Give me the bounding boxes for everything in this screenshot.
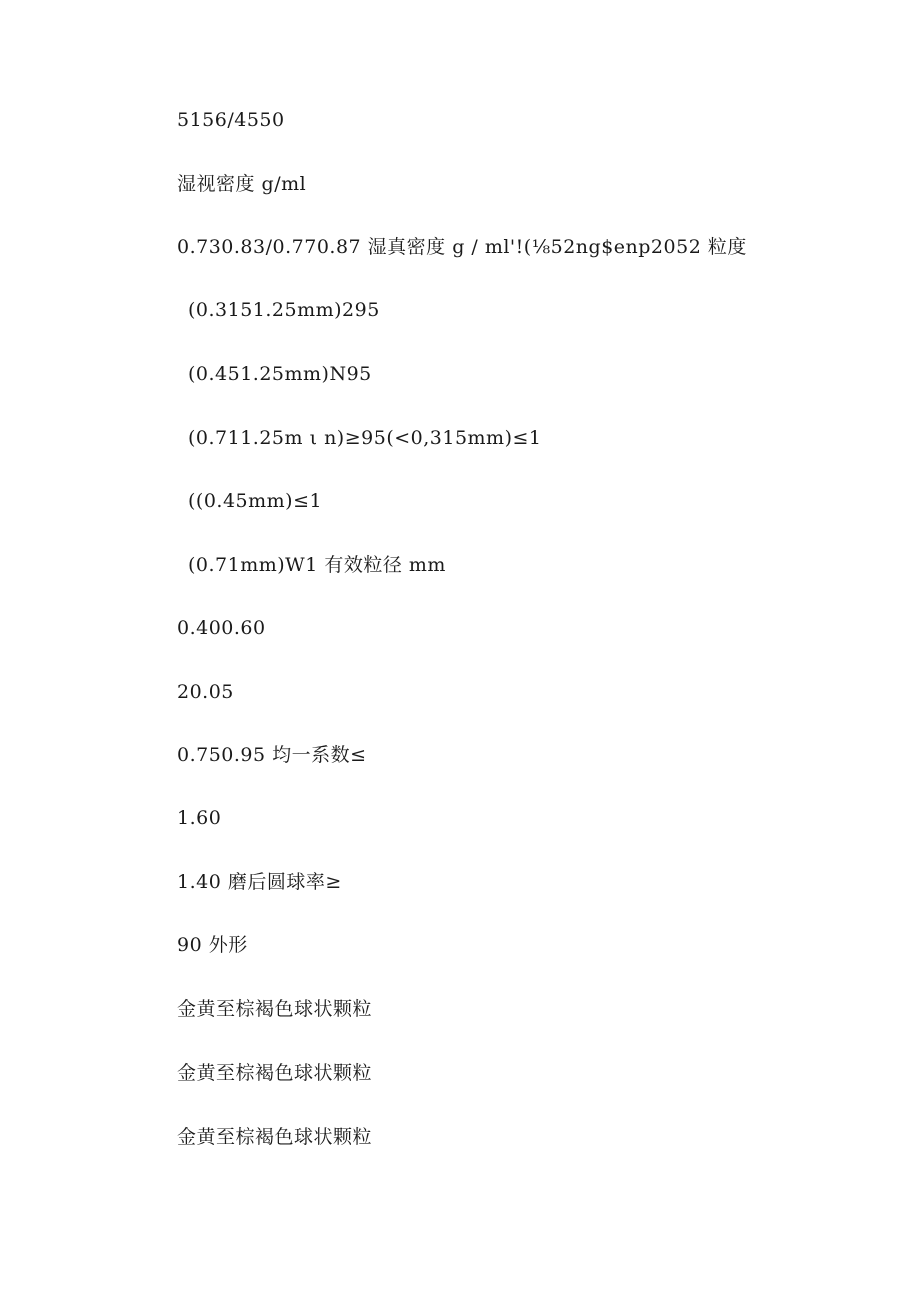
text-line: 20.05 xyxy=(177,681,234,703)
text-line: 0.730.83/0.770.87 湿真密度 g / ml'!(⅛52ng$enp2052 粒度 xyxy=(177,236,747,258)
text-line: (0.3151.25mm)295 xyxy=(188,299,380,321)
text-line: (0.451.25mm)N95 xyxy=(188,363,372,385)
text-line: ((0.45mm)≤1 xyxy=(188,490,323,512)
text-line: 金黄至棕褐色球状颗粒 xyxy=(177,1062,373,1084)
text-line: 1.40 磨后圆球率≥ xyxy=(177,871,342,893)
text-line: 5156/4550 xyxy=(177,109,285,131)
text-line: 0.750.95 均一系数≤ xyxy=(177,744,367,766)
text-line: (0.711.25m ι n)≥95(<0,315mm)≤1 xyxy=(188,427,542,449)
text-line: 湿视密度 g/ml xyxy=(177,173,307,195)
text-line: 金黄至棕褐色球状颗粒 xyxy=(177,998,373,1020)
text-line: (0.71mm)W1 有效粒径 mm xyxy=(188,554,446,576)
text-line: 金黄至棕褐色球状颗粒 xyxy=(177,1126,373,1148)
text-line: 1.60 xyxy=(177,807,222,829)
text-line: 90 外形 xyxy=(177,934,248,956)
text-line: 0.400.60 xyxy=(177,617,266,639)
